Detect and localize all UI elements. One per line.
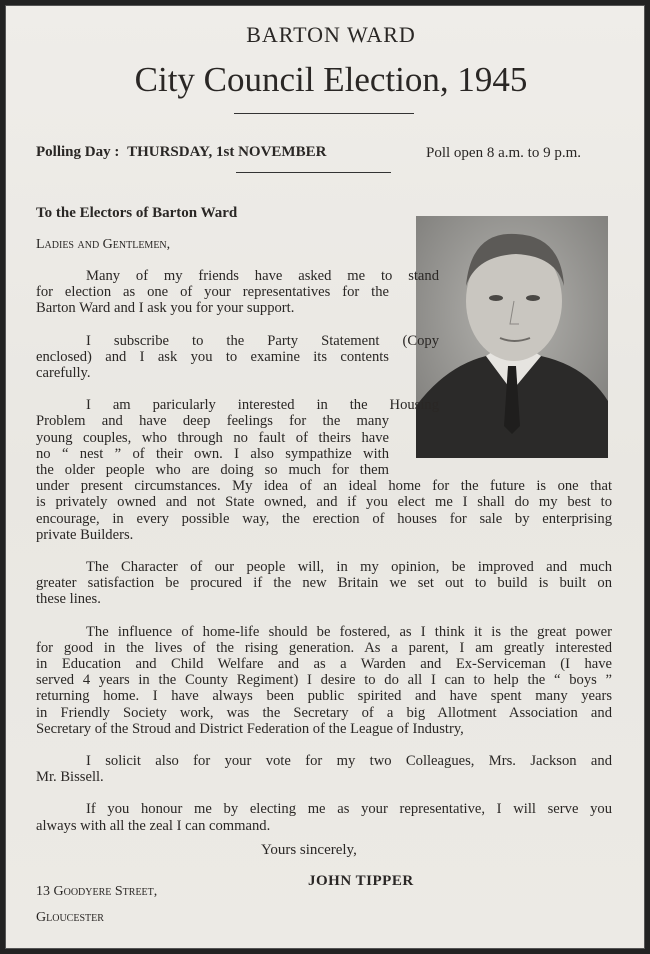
page-title: City Council Election, 1945	[134, 60, 528, 99]
letter-body	[36, 268, 612, 850]
ward-heading: BARTON WARD	[246, 22, 416, 47]
paragraph-line: greater satisfaction be procured if the new Britain we set out to build is built on	[36, 575, 612, 592]
paragraph-line: private Builders.	[36, 526, 134, 543]
election-leaflet	[5, 5, 645, 949]
paragraph	[36, 333, 612, 382]
paragraph-line: the older people who are doing so much for them	[36, 462, 389, 479]
polling-day	[36, 144, 330, 161]
paragraph-line: Secretary of the Stroud and District Federation of the League of Industry,	[36, 720, 464, 737]
paragraph	[36, 559, 612, 608]
paragraph-line: encourage, in every possible way, the erection of houses for sale by enterprising	[36, 510, 612, 527]
paragraph-line: for good in the lives of the rising generation. As a parent, I am greatly interested	[36, 639, 612, 656]
paragraph-line: is privately owned and not State owned, and if you elect me I shall do my best to	[36, 494, 612, 511]
paragraph-line: Mr. Bissell.	[36, 769, 104, 786]
paragraph-line: always with all the zeal I can command.	[36, 817, 271, 834]
divider	[234, 113, 414, 114]
paragraph-line: these lines.	[36, 591, 101, 608]
paragraph-line: under present circumstances. My idea of an ideal home for the future is one that	[36, 478, 612, 495]
address-city: Gloucester	[36, 910, 104, 925]
paragraph-line: no “ nest ” of their own. I also sympathize with	[36, 445, 389, 462]
paragraph-line: If you honour me by electing me as your representative, I will serve you	[86, 801, 612, 818]
polling-date: THURSDAY, 1st NOVEMBER	[127, 144, 327, 160]
paragraph	[36, 268, 612, 317]
paragraph-line: Many of my friends have asked me to stand	[86, 268, 439, 284]
paragraph-line: I am paricularly interested in the Housing	[86, 397, 439, 414]
salutation: Ladies and Gentlemen,	[36, 237, 171, 252]
paragraph-line: young couples, who through no fault of theirs have	[36, 429, 389, 446]
paragraph	[36, 624, 612, 737]
paragraph	[36, 801, 612, 833]
paragraph-line: carefully.	[36, 365, 91, 382]
paragraph	[36, 753, 612, 785]
paragraph-line: Problem and have deep feelings for the many	[36, 413, 389, 430]
paragraph	[36, 397, 612, 543]
paragraph-line: I solicit also for your vote for my two Colleagues, Mrs. Jackson and	[86, 753, 612, 770]
paragraph-line: I subscribe to the Party Statement (Copy	[86, 332, 439, 349]
paragraph-line: for election as one of your representatives for the	[36, 284, 389, 301]
address-street: 13 Goodyere Street,	[36, 884, 158, 899]
paragraph-line: in Education and Child Welfare and as a Warden and Ex-Serviceman (I have	[36, 656, 612, 673]
poll-hours: Poll open 8 a.m. to 9 p.m.	[426, 145, 581, 161]
closing: Yours sincerely,	[261, 842, 357, 858]
signature: JOHN TIPPER	[308, 873, 414, 889]
addressee: To the Electors of Barton Ward	[36, 205, 238, 221]
paragraph-line: enclosed) and I ask you to examine its contents	[36, 348, 389, 365]
paragraph-line: served 4 years in the County Regiment) I desire to do all I can to help the “ boys ”	[36, 672, 612, 689]
divider	[236, 172, 391, 173]
paragraph-line: The Character of our people will, in my opinion, be improved and much	[86, 559, 612, 576]
paragraph-line: returning home. I have always been public spirited and have spent many years	[36, 688, 612, 705]
paragraph-line: Barton Ward and I ask you for your support.	[36, 300, 295, 317]
paragraph-line: in Friendly Society work, was the Secretary of a big Allotment Association and	[36, 704, 612, 721]
polling-label: Polling Day :	[36, 144, 120, 160]
paragraph-line: The influence of home-life should be fostered, as I think it is the great power	[86, 623, 612, 640]
